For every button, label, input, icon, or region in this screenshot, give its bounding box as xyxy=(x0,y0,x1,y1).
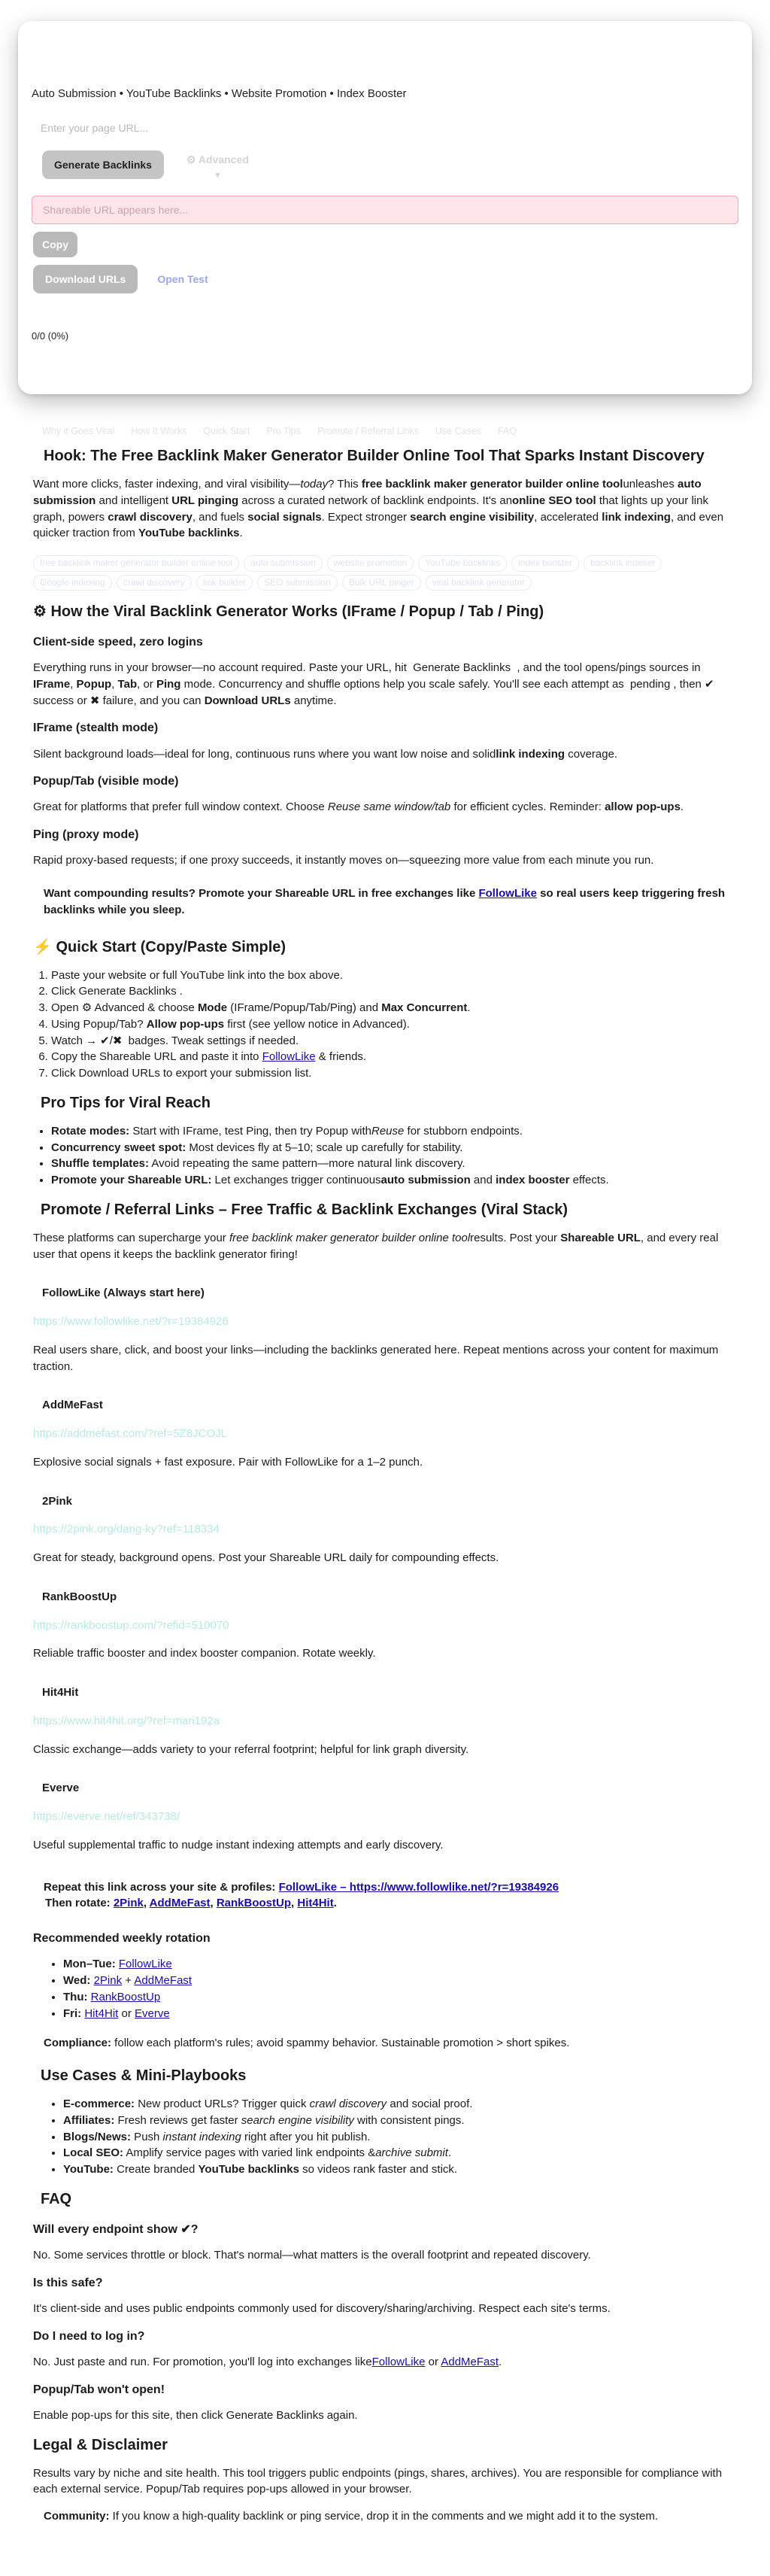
legal-title: Legal & Disclaimer xyxy=(33,2436,168,2453)
nav-link-how-it-works[interactable]: How It Works xyxy=(131,426,187,436)
list-item: • Thu: RankBoostUp xyxy=(63,1989,737,2006)
service-name: Everve xyxy=(42,1782,80,1795)
hook-paragraph: Want more clicks, faster indexing, and viral visibility—today? This free backlink maker generator builder online toolunleashes auto submission and intelligent URL pinging across a curated network of backlink endpoints. It's anonline SEO tool that lights up your link graph, powers crawl discovery, and fuels social signals. Expect stronger search engine visibility, accelerated link indexing, and even quicker traction from YouTube backlinks. xyxy=(33,478,724,540)
how-it-works-title: ⚙ How the Viral Backlink Generator Works (IFrame / Popup / Tab / Ping) xyxy=(33,603,544,620)
faq-question: Will every endpoint show ✔? xyxy=(33,2222,199,2236)
keyword-chip: backlink indexer xyxy=(584,555,662,571)
list-item: • Mon–Tue: FollowLike xyxy=(63,1956,737,1973)
service-description: Classic exchange—adds variety to your referral footprint; helpful for link graph diversity. xyxy=(33,1742,469,1756)
quick-start-title: ⚡ Quick Start (Copy/Paste Simple) xyxy=(33,938,286,955)
service-name: AddMeFast xyxy=(42,1399,103,1412)
service-2pink xyxy=(33,1493,737,1566)
hook-title: Hook: The Free Backlink Maker Generator Builder Online Tool That Sparks Instant Discovery xyxy=(44,448,705,465)
service-referral-link[interactable]: https://everve.net/ref/343738/ xyxy=(33,1810,180,1824)
promote-title: Promote / Referral Links – Free Traffic & Backlink Exchanges (Viral Stack) xyxy=(41,1201,568,1218)
generate-backlinks-button[interactable]: Generate Backlinks xyxy=(42,150,164,179)
faq-answer: It's client-side and uses public endpoints commonly used for discovery/sharing/archiving. Respect each site's terms. xyxy=(33,2301,611,2315)
popup-mode-paragraph: Great for platforms that prefer full window context. Choose Reuse same window/tab for efficient cycles. Reminder: allow pop-ups. xyxy=(33,800,684,814)
2pink-link[interactable]: 2Pink xyxy=(113,1897,144,1910)
faq-question: Popup/Tab won't open! xyxy=(33,2383,165,2396)
list-item: • Wed: 2Pink + AddMeFast xyxy=(63,1973,737,1989)
service-description: Real users share, click, and boost your links—including the backlinks generated here. Repeat mentions across your content for maximum traction. xyxy=(33,1343,719,1373)
service-referral-link[interactable]: https://www.followlike.net/?r=19384926 xyxy=(33,1315,229,1329)
list-item: • Affiliates: Fresh reviews get faster search engine visibility with consistent pings. xyxy=(63,2113,737,2129)
addmefast-link[interactable]: AddMeFast xyxy=(441,2355,499,2368)
2pink-link[interactable]: 2Pink xyxy=(93,1974,123,1988)
list-item: 5. Watch → ✔/✖ badges. Tweak settings if needed. xyxy=(51,1033,737,1050)
service-everve xyxy=(33,1780,737,1853)
pro-tips-title: Pro Tips for Viral Reach xyxy=(41,1094,211,1111)
list-item: • Fri: Hit4Hit or Everve xyxy=(63,2006,737,2022)
backlink-tool-card xyxy=(18,21,752,394)
list-item: 3. Open ⚙ Advanced & choose Mode (IFrame/Popup/Tab/Ping) and Max Concurrent. xyxy=(51,1000,737,1016)
service-name: RankBoostUp xyxy=(42,1590,117,1603)
service-referral-link[interactable]: https://addmefast.com/?ref=5Z8JCOJL xyxy=(33,1427,228,1441)
followlike-link[interactable]: FollowLike xyxy=(478,887,537,901)
service-referral-link[interactable]: https://2pink.org/dang-ky?ref=118334 xyxy=(33,1523,220,1536)
list-item: 1. Paste your website or full YouTube link into the box above. xyxy=(51,968,737,984)
list-item: • YouTube: Create branded YouTube backlinks so videos rank faster and stick. xyxy=(63,2161,737,2178)
list-item: • Local SEO: Amplify service pages with varied link endpoints &archive submit. xyxy=(63,2145,737,2161)
faq-title: FAQ xyxy=(41,2190,72,2207)
keyword-chip: YouTube backlinks xyxy=(418,555,507,571)
generate-row xyxy=(42,150,738,182)
everve-link[interactable]: Everve xyxy=(135,2006,170,2020)
ping-mode-paragraph: Rapid proxy-based requests; if one proxy succeeds, it instantly moves on—squeezing more value from each minute you run. xyxy=(33,854,654,867)
faq-answer: No. Just paste and run. For promotion, you'll log into exchanges likeFollowLike or AddMeFast. xyxy=(33,2355,502,2368)
service-description: Useful supplemental traffic to nudge instant indexing attempts and early discovery. xyxy=(33,1838,444,1852)
faq-question: Do I need to log in? xyxy=(33,2329,145,2343)
list-item: 6. Copy the Shareable URL and paste it into FollowLike & friends. xyxy=(51,1049,737,1065)
service-name: FollowLike (Always start here) xyxy=(42,1286,205,1300)
faq-answer: No. Some services throttle or block. That's normal—what matters is the overall footprint and repeated discovery. xyxy=(33,2249,591,2262)
keyword-chip: Google indexing xyxy=(33,575,112,591)
service-followlike xyxy=(33,1285,737,1375)
keyword-chip: index booster xyxy=(511,555,579,571)
keyword-chip: crawl discovery xyxy=(117,575,192,591)
keyword-chip: website promotion xyxy=(327,555,414,571)
keyword-chip: viral backlink generator xyxy=(426,575,532,591)
open-test-link[interactable]: Open Test xyxy=(157,272,208,285)
legal-paragraph: Results vary by niche and site health. This tool triggers public endpoints (pings, shares, archives). You are responsible for compliance with each external service. Popup/Tab requires pop-ups allowed in your browser. xyxy=(33,2466,723,2496)
addmefast-link[interactable]: AddMeFast xyxy=(149,1897,211,1910)
list-item: 2. Click Generate Backlinks . xyxy=(51,983,737,1000)
service-addmefast xyxy=(33,1397,737,1470)
advanced-toggle[interactable] xyxy=(186,150,249,182)
list-item: • Promote your Shareable URL: Let exchanges trigger continuousauto submission and index booster effects. xyxy=(51,1172,737,1189)
list-item: • Concurrency sweet spot: Most devices fly at 5–10; scale up carefully for stability. xyxy=(51,1140,737,1156)
followlike-link[interactable]: FollowLike xyxy=(118,1958,172,1971)
rotation-list xyxy=(45,1956,737,2022)
list-item: • E-commerce: New product URLs? Trigger quick crawl discovery and social proof. xyxy=(63,2096,737,2113)
quick-start-steps xyxy=(33,968,737,1082)
service-referral-link[interactable]: https://rankboostup.com/?refid=510070 xyxy=(33,1618,229,1632)
ping-mode-title: Ping (proxy mode) xyxy=(33,828,139,842)
nav-link-use-cases[interactable]: Use Cases xyxy=(435,426,482,436)
chevron-down-icon: ▾ xyxy=(215,171,220,181)
download-row xyxy=(33,265,738,293)
rankboostup-link[interactable]: RankBoostUp xyxy=(216,1897,292,1910)
pro-tips-list xyxy=(33,1123,737,1189)
community-note: Community: If you know a high-quality backlink or ping service, drop it in the comments and we might add it to the system. xyxy=(44,2510,659,2523)
iframe-mode-title: IFrame (stealth mode) xyxy=(33,721,159,735)
rankboostup-link[interactable]: RankBoostUp xyxy=(90,1990,161,2003)
rotation-title: Recommended weekly rotation xyxy=(33,1932,211,1946)
service-referral-link[interactable]: https://www.hit4hit.org/?ref=mari192a xyxy=(33,1714,220,1727)
addmefast-link[interactable]: AddMeFast xyxy=(134,1974,192,1988)
nav-link-pro-tips[interactable]: Pro Tips xyxy=(266,426,302,436)
client-side-speed-paragraph: Everything runs in your browser—no account required. Paste your URL, hit Generate Backlinks , and the tool opens/pings sources in IFrame, Popup, Tab, or Ping mode. Concurrency and shuffle options help you scale safely. You'll see each attempt as pending , then ✔ success or ✖ failure, and you can Download URLs anytime. xyxy=(33,661,714,707)
popup-mode-title: Popup/Tab (visible mode) xyxy=(33,775,179,788)
service-hit4hit xyxy=(33,1684,737,1757)
use-cases-title: Use Cases & Mini-Playbooks xyxy=(41,2067,247,2085)
followlike-link[interactable]: FollowLike xyxy=(262,1050,316,1064)
service-description: Reliable traffic booster and index booster companion. Rotate weekly. xyxy=(33,1647,376,1660)
nav-link-why-viral[interactable]: Why it Goes Viral xyxy=(42,426,115,436)
iframe-mode-paragraph: Silent background loads—ideal for long, continuous runs where you want low noise and solidlink indexing coverage. xyxy=(33,747,618,761)
nav-link-promote[interactable]: Promote / Referral Links xyxy=(317,426,419,436)
list-item: • Blogs/News: Push instant indexing right after you hit publish. xyxy=(63,2129,737,2146)
section-nav xyxy=(42,424,770,438)
nav-link-quick-start[interactable]: Quick Start xyxy=(203,426,250,436)
keyword-chip: link builder xyxy=(196,575,253,591)
keyword-chip: free backlink maker generator builder online tool xyxy=(33,555,239,571)
service-description: Great for steady, background opens. Post your Shareable URL daily for compounding effects. xyxy=(33,1551,499,1565)
hit4hit-link[interactable]: Hit4Hit xyxy=(297,1897,334,1910)
progress-counter: 0/0 (0%) xyxy=(32,330,69,342)
copy-button[interactable]: Copy xyxy=(33,232,77,257)
keyword-chip: Bulk URL pinger xyxy=(342,575,421,591)
keyword-chip: auto submission xyxy=(244,555,323,571)
service-rankboostup xyxy=(33,1589,737,1662)
faq-question: Is this safe? xyxy=(33,2276,103,2289)
advanced-label: ⚙ Advanced xyxy=(186,153,249,166)
use-cases-list xyxy=(45,2096,737,2178)
faq-answer: Enable pop-ups for this site, then click Generate Backlinks again. xyxy=(33,2408,358,2422)
page-url-input[interactable] xyxy=(32,119,393,137)
nav-link-faq[interactable]: FAQ xyxy=(498,426,517,436)
list-item: • Rotate modes: Start with IFrame, test Ping, then try Popup withReuse for stubborn endpoints. xyxy=(51,1123,737,1140)
hit4hit-link[interactable]: Hit4Hit xyxy=(84,2006,119,2020)
client-side-speed-title: Client-side speed, zero logins xyxy=(33,635,203,649)
service-description: Explosive social signals + fast exposure. Pair with FollowLike for a 1–2 punch. xyxy=(33,1455,423,1469)
article-content xyxy=(0,445,770,2525)
service-name: Hit4Hit xyxy=(42,1686,79,1700)
list-item: 7. Click Download URLs to export your submission list. xyxy=(51,1065,737,1082)
download-urls-button[interactable]: Download URLs xyxy=(33,265,138,293)
keyword-chip: SEO submission xyxy=(257,575,338,591)
compliance-note: Compliance: follow each platform's rules; avoid spammy behavior. Sustainable promotion > short spikes. xyxy=(44,2037,570,2050)
followlike-link[interactable]: FollowLike – https://www.followlike.net/?r=19384926 xyxy=(278,1880,559,1894)
service-name: 2Pink xyxy=(42,1494,73,1508)
page xyxy=(0,21,770,2565)
shareable-url-field[interactable]: Shareable URL appears here... xyxy=(32,196,738,224)
tool-tagline: Auto Submission • YouTube Backlinks • Website Promotion • Index Booster xyxy=(32,87,407,100)
compounding-callout: Want compounding results? Promote your Shareable URL in free exchanges like FollowLike so real users keep triggering fresh backlinks while you sleep. xyxy=(44,887,726,916)
list-item: • Shuffle templates: Avoid repeating the same pattern—more natural link discovery. xyxy=(51,1156,737,1172)
promote-paragraph: These platforms can supercharge your free backlink maker generator builder online toolresults. Post your Shareable URL, and every real user that opens it keeps the backlink generator firing! xyxy=(33,1231,719,1261)
keyword-chips xyxy=(33,555,737,591)
list-item: 4. Using Popup/Tab? Allow pop-ups first (see yellow notice in Advanced). xyxy=(51,1016,737,1033)
repeat-callout: Repeat this link across your site & profiles: FollowLike – https://www.followlike.net/?r=19384926 Then rotate: 2Pink, AddMeFast, RankBoostUp, Hit4Hit. xyxy=(44,1880,559,1910)
followlike-link[interactable]: FollowLike xyxy=(371,2355,426,2368)
